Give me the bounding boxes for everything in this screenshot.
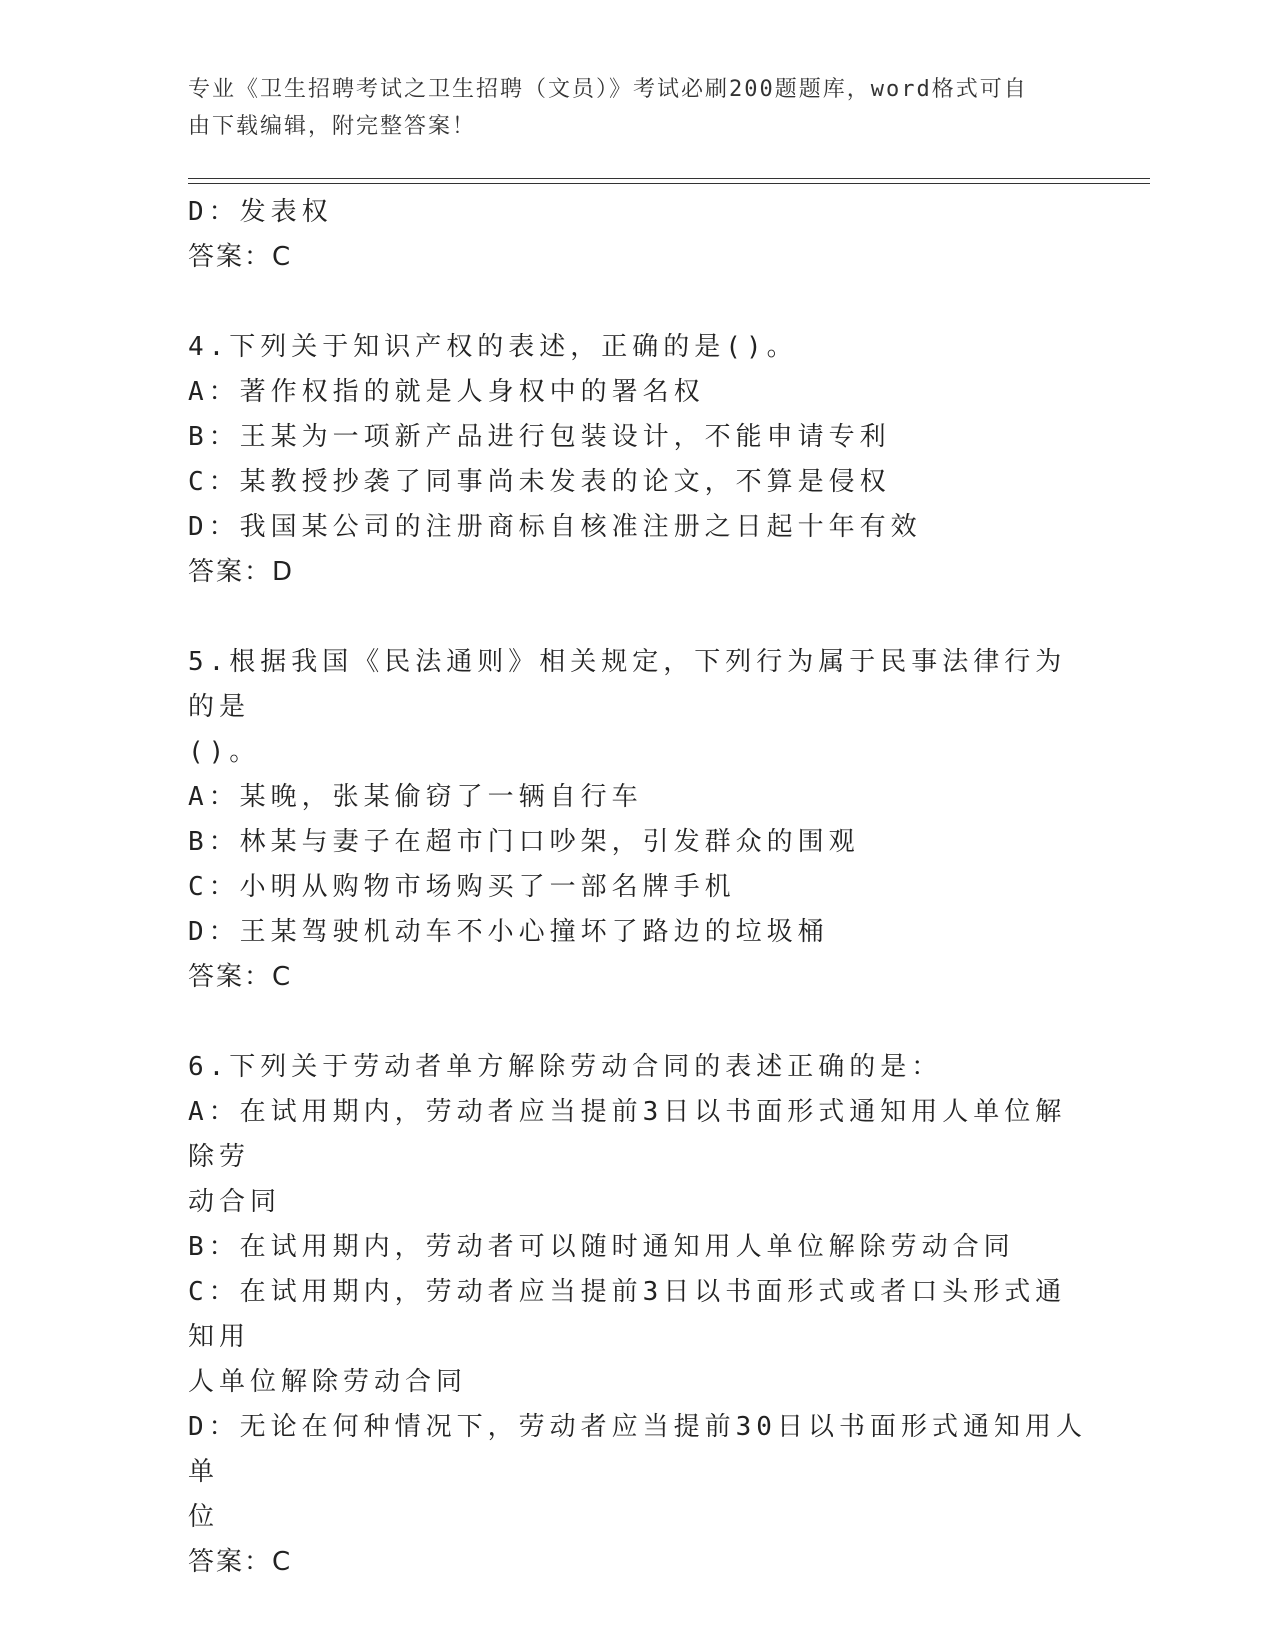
option-b: B：王某为一项新产品进行包装设计，不能申请专利: [188, 422, 891, 452]
answer-line: 答案：C: [188, 962, 293, 992]
header-line: 专业《卫生招聘考试之卫生招聘（文员）》考试必刷200题题库，word格式可自: [188, 77, 1028, 102]
option-c-continued: 人单位解除劳动合同: [188, 1367, 468, 1397]
option-a: A：在试用期内，劳动者应当提前3日以书面形式通知用人单位解除劳: [188, 1097, 1067, 1172]
header-line: 由下载编辑，附完整答案！: [188, 114, 477, 139]
option-a: A：著作权指的就是人身权中的署名权: [188, 377, 705, 407]
answer-line: 答案：C: [188, 242, 293, 272]
question-block: [188, 1045, 1088, 1585]
question-stem-continued: ()。: [188, 737, 261, 767]
option-c: C：在试用期内，劳动者应当提前3日以书面形式或者口头形式通知用: [188, 1277, 1067, 1352]
question-stem: 6.下列关于劳动者单方解除劳动合同的表述正确的是：: [188, 1052, 943, 1082]
option-a: A：某晚，张某偷窃了一辆自行车: [188, 782, 643, 812]
option-b: B：林某与妻子在超市门口吵架，引发群众的围观: [188, 827, 860, 857]
option-a-continued: 动合同: [188, 1187, 282, 1217]
question-stem: 5.根据我国《民法通则》相关规定，下列行为属于民事法律行为的是: [188, 647, 1067, 722]
question-block: [188, 640, 1088, 1000]
option-c: C：小明从购物市场购买了一部名牌手机: [188, 872, 736, 902]
option-d: D：发表权: [188, 197, 333, 227]
header-divider: [188, 178, 1150, 184]
answer-line: 答案：D: [188, 557, 295, 587]
option-c: C：某教授抄袭了同事尚未发表的论文，不算是侵权: [188, 467, 891, 497]
question-block: [188, 325, 1088, 595]
question-list: [188, 190, 1088, 1585]
answer-line: 答案：C: [188, 1547, 293, 1577]
question-stem: 4.下列关于知识产权的表述，正确的是()。: [188, 332, 798, 362]
option-b: B：在试用期内，劳动者可以随时通知用人单位解除劳动合同: [188, 1232, 1015, 1262]
page-header: [188, 71, 1068, 145]
option-d-continued: 位: [188, 1502, 220, 1532]
option-d: D：无论在何种情况下，劳动者应当提前30日以书面形式通知用人单: [188, 1412, 1087, 1487]
option-d: D：王某驾驶机动车不小心撞坏了路边的垃圾桶: [188, 917, 829, 947]
option-d: D：我国某公司的注册商标自核准注册之日起十年有效: [188, 512, 922, 542]
